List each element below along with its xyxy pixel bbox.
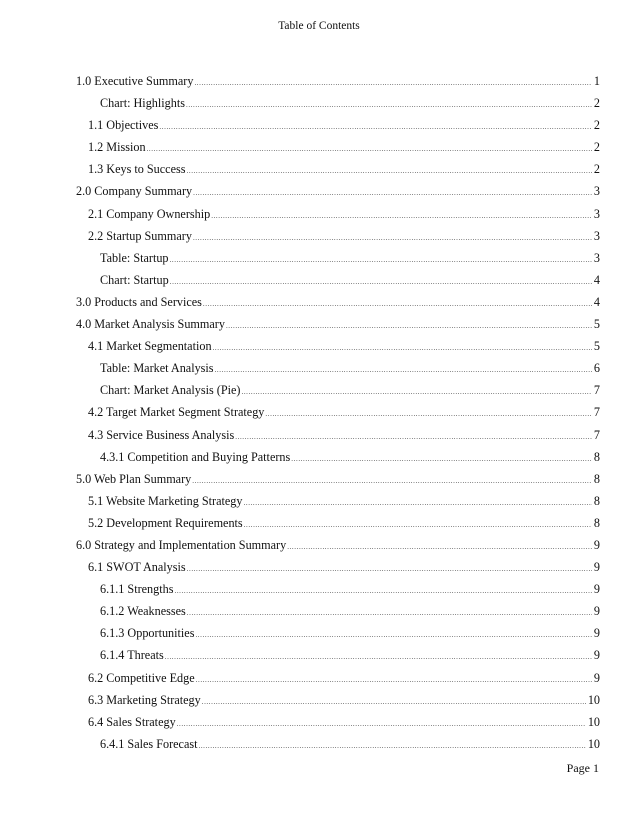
toc-dot-leader <box>147 145 592 153</box>
toc-entry[interactable] <box>76 273 600 295</box>
toc-dot-leader <box>287 543 592 551</box>
toc-entry-page: 2 <box>593 118 600 133</box>
toc-entry[interactable] <box>76 428 600 450</box>
toc-entry-title: 6.0 Strategy and Implementation Summary <box>76 537 287 552</box>
toc-entry[interactable] <box>76 74 600 96</box>
toc-entry-page: 9 <box>593 670 600 685</box>
toc-entry-title: 6.1.4 Threats <box>100 648 164 663</box>
toc-entry-title: 2.0 Company Summary <box>76 184 193 199</box>
toc-entry-title: 4.0 Market Analysis Summary <box>76 317 225 332</box>
toc-entry-page: 2 <box>593 96 600 111</box>
toc-entry[interactable] <box>76 251 600 273</box>
toc-dot-leader <box>165 653 592 661</box>
toc-entry-title: Chart: Market Analysis (Pie) <box>100 383 241 398</box>
toc-entry-title: 3.0 Products and Services <box>76 294 202 309</box>
toc-entry-title: Chart: Startup <box>100 272 169 287</box>
toc-entry-title: 5.0 Web Plan Summary <box>76 471 192 486</box>
toc-entry-page: 10 <box>587 736 600 751</box>
toc-entry-title: 1.0 Executive Summary <box>76 74 194 88</box>
toc-entry-title: 2.1 Company Ownership <box>88 206 211 221</box>
toc-entry-page: 4 <box>593 272 600 287</box>
toc-dot-leader <box>226 322 592 330</box>
toc-dot-leader <box>198 742 585 750</box>
toc-entry-page: 2 <box>593 162 600 177</box>
toc-entry[interactable] <box>76 383 600 405</box>
toc-dot-leader <box>241 388 591 396</box>
toc-entry-page: 6 <box>593 361 600 376</box>
toc-dot-leader <box>187 565 592 573</box>
toc-dot-leader <box>187 167 592 175</box>
toc-entry[interactable] <box>76 693 600 715</box>
toc-entry-page: 9 <box>593 537 600 552</box>
toc-entry-title: 6.1.2 Weaknesses <box>100 604 186 619</box>
toc-entry-title: Chart: Highlights <box>100 96 185 111</box>
toc-entry-page: 3 <box>593 206 600 221</box>
toc-entry-page: 8 <box>593 471 600 486</box>
toc-entry-page: 3 <box>593 228 600 243</box>
toc-entry-page: 10 <box>587 714 600 729</box>
toc-dot-leader <box>194 79 591 87</box>
toc-entry[interactable] <box>76 715 600 737</box>
table-of-contents <box>76 74 600 759</box>
toc-entry-title: 5.1 Website Marketing Strategy <box>88 493 243 508</box>
toc-entry-page: 9 <box>593 604 600 619</box>
toc-entry-title: 1.1 Objectives <box>88 118 159 133</box>
toc-entry-page: 1 <box>593 74 600 88</box>
toc-entry-page: 7 <box>593 427 600 442</box>
toc-entry[interactable] <box>76 648 600 670</box>
toc-dot-leader <box>291 455 592 463</box>
toc-entry-page: 9 <box>593 560 600 575</box>
toc-dot-leader <box>244 521 592 529</box>
toc-entry-title: 6.3 Marketing Strategy <box>88 692 201 707</box>
toc-entry-page: 8 <box>593 449 600 464</box>
toc-entry[interactable] <box>76 361 600 383</box>
toc-entry[interactable] <box>76 737 600 759</box>
toc-dot-leader <box>211 212 592 220</box>
toc-dot-leader <box>203 300 592 308</box>
toc-entry-page: 7 <box>593 405 600 420</box>
toc-entry-page: 9 <box>593 626 600 641</box>
toc-entry-page: 9 <box>593 648 600 663</box>
toc-entry-title: 6.2 Competitive Edge <box>88 670 195 685</box>
toc-entry-title: 1.2 Mission <box>88 140 146 155</box>
toc-entry[interactable] <box>76 405 600 427</box>
toc-entry-title: 6.4.1 Sales Forecast <box>100 736 198 751</box>
toc-entry-title: Table: Startup <box>100 250 169 265</box>
toc-dot-leader <box>192 477 592 485</box>
toc-dot-leader <box>265 410 592 418</box>
toc-entry[interactable] <box>76 295 600 317</box>
toc-entry[interactable] <box>76 317 600 339</box>
toc-dot-leader <box>215 366 592 374</box>
toc-entry-page: 3 <box>593 184 600 199</box>
page-title: Table of Contents <box>278 20 360 32</box>
toc-dot-leader <box>177 720 586 728</box>
toc-dot-leader <box>213 344 592 352</box>
toc-dot-leader <box>244 499 592 507</box>
toc-dot-leader <box>187 609 592 617</box>
toc-entry-title: 6.1.1 Strengths <box>100 582 174 597</box>
toc-entry-page: 10 <box>587 692 600 707</box>
toc-entry-title: Table: Market Analysis <box>100 361 214 376</box>
toc-entry-page: 5 <box>593 339 600 354</box>
toc-entry-title: 4.2 Target Market Segment Strategy <box>88 405 265 420</box>
toc-entry-title: 6.1.3 Opportunities <box>100 626 195 641</box>
toc-dot-leader <box>235 433 592 441</box>
toc-entry[interactable] <box>76 582 600 604</box>
page-number: Page 1 <box>566 761 599 775</box>
toc-entry-title: 6.4 Sales Strategy <box>88 714 176 729</box>
toc-entry[interactable] <box>76 96 600 118</box>
toc-entry-title: 4.1 Market Segmentation <box>88 339 212 354</box>
toc-entry[interactable] <box>76 118 600 140</box>
toc-entry[interactable] <box>76 626 600 648</box>
toc-entry-page: 8 <box>593 515 600 530</box>
toc-entry[interactable] <box>76 538 600 560</box>
toc-entry-page: 8 <box>593 493 600 508</box>
toc-entry[interactable] <box>76 450 600 472</box>
toc-entry[interactable] <box>76 604 600 626</box>
toc-entry[interactable] <box>76 207 600 229</box>
toc-dot-leader <box>202 698 586 706</box>
toc-dot-leader <box>186 101 592 109</box>
toc-entry[interactable] <box>76 184 600 206</box>
toc-entry-title: 4.3 Service Business Analysis <box>88 427 235 442</box>
toc-entry[interactable] <box>76 162 600 184</box>
toc-entry[interactable] <box>76 516 600 538</box>
toc-dot-leader <box>196 676 592 684</box>
toc-entry-title: 5.2 Development Requirements <box>88 515 243 530</box>
toc-entry-page: 2 <box>593 140 600 155</box>
toc-entry[interactable] <box>76 140 600 162</box>
toc-dot-leader <box>170 256 592 264</box>
toc-entry-title: 1.3 Keys to Success <box>88 162 186 177</box>
toc-entry[interactable] <box>76 472 600 494</box>
toc-dot-leader <box>174 587 591 595</box>
toc-dot-leader <box>159 123 592 131</box>
toc-entry[interactable] <box>76 671 600 693</box>
toc-entry-page: 5 <box>593 317 600 332</box>
toc-entry-page: 4 <box>593 294 600 309</box>
toc-dot-leader <box>193 234 592 242</box>
toc-entry[interactable] <box>76 229 600 251</box>
toc-entry-page: 7 <box>593 383 600 398</box>
toc-entry[interactable] <box>76 494 600 516</box>
toc-entry-title: 4.3.1 Competition and Buying Patterns <box>100 449 291 464</box>
toc-entry-title: 6.1 SWOT Analysis <box>88 560 186 575</box>
toc-entry-page: 9 <box>593 582 600 597</box>
toc-dot-leader <box>170 278 592 286</box>
toc-entry-title: 2.2 Startup Summary <box>88 228 192 243</box>
toc-dot-leader <box>195 631 591 639</box>
toc-entry[interactable] <box>76 339 600 361</box>
toc-dot-leader <box>193 189 592 197</box>
toc-entry-page: 3 <box>593 250 600 265</box>
toc-entry[interactable] <box>76 560 600 582</box>
